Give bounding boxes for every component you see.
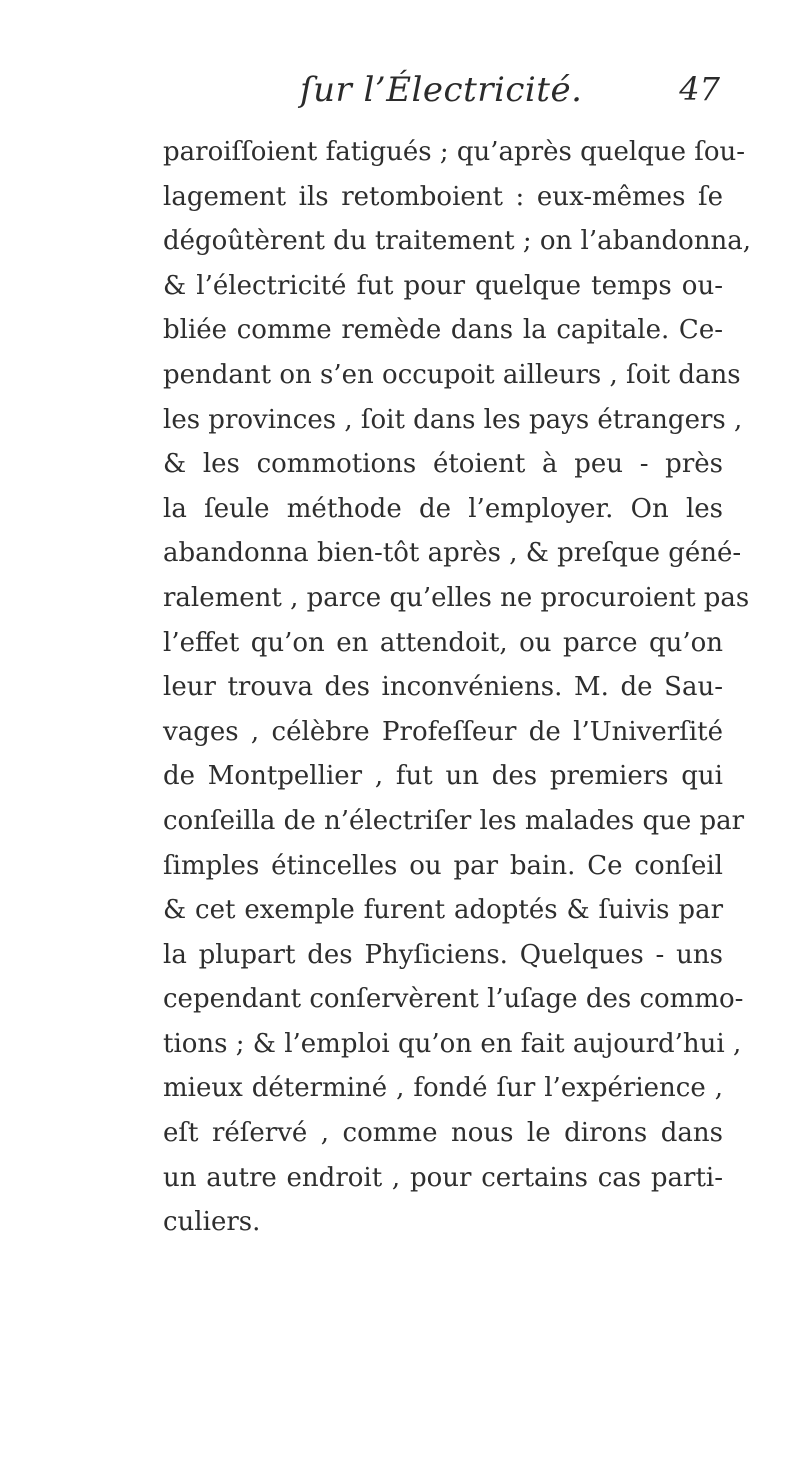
text-line: bliée comme remède dans la capitale. Ce- bbox=[163, 315, 723, 346]
text-line: & cet exemple furent adoptés & ſuivis par bbox=[163, 895, 723, 926]
text-line: eſt réſervé , comme nous le dirons dans bbox=[163, 1118, 723, 1149]
text-line: les provinces , ſoit dans les pays étrangers , bbox=[163, 404, 743, 435]
text-line: & les commotions étoient à peu - près bbox=[163, 449, 723, 480]
text-line: cependant conſervèrent l’uſage des commo- bbox=[163, 984, 744, 1015]
text-line: ſimples étincelles ou par bain. Ce conſeil bbox=[163, 850, 723, 881]
text-line: ralement , parce qu’elles ne procuroient pas bbox=[163, 582, 750, 613]
page-number: 47 bbox=[679, 70, 720, 108]
text-line: leur trouva des inconvéniens. M. de Sau- bbox=[163, 672, 723, 703]
text-line: & l’électricité fut pour quelque temps ou- bbox=[163, 270, 723, 301]
text-line: vages , célèbre Profeſſeur de l’Univerſité bbox=[163, 716, 723, 747]
text-line: paroiſſoient fatigués ; qu’après quelque ſou- bbox=[163, 137, 746, 167]
text-line: culiers. bbox=[163, 1207, 261, 1238]
text-line: mieux déterminé , fondé ſur l’expérience , bbox=[163, 1073, 723, 1104]
text-line: conſeilla de n’électriſer les malades que par bbox=[163, 805, 745, 836]
body-text bbox=[163, 130, 752, 1245]
text-line: lagement ils retomboient : eux-mêmes ſe bbox=[163, 181, 723, 212]
running-head bbox=[300, 70, 720, 116]
text-line: un autre endroit , pour certains cas parti- bbox=[163, 1162, 723, 1193]
text-line: pendant on s’en occupoit ailleurs , ſoit dans bbox=[163, 359, 741, 390]
text-line: tions ; & l’emploi qu’on en fait aujourd’hui , bbox=[163, 1028, 742, 1059]
text-line: l’effet qu’on en attendoit, ou parce qu’on bbox=[163, 627, 723, 658]
running-title: ſur l’Électricité. bbox=[300, 70, 583, 110]
text-line: abandonna bien-tôt après , & preſque géné- bbox=[163, 538, 742, 569]
text-line: la plupart des Phyſiciens. Quelques - uns bbox=[163, 939, 723, 970]
text-line: la ſeule méthode de l’employer. On les bbox=[163, 493, 723, 524]
text-line: de Montpellier , fut un des premiers qui bbox=[163, 761, 723, 792]
text-line: dégoûtèrent du traitement ; on l’abandonna, bbox=[163, 226, 752, 257]
